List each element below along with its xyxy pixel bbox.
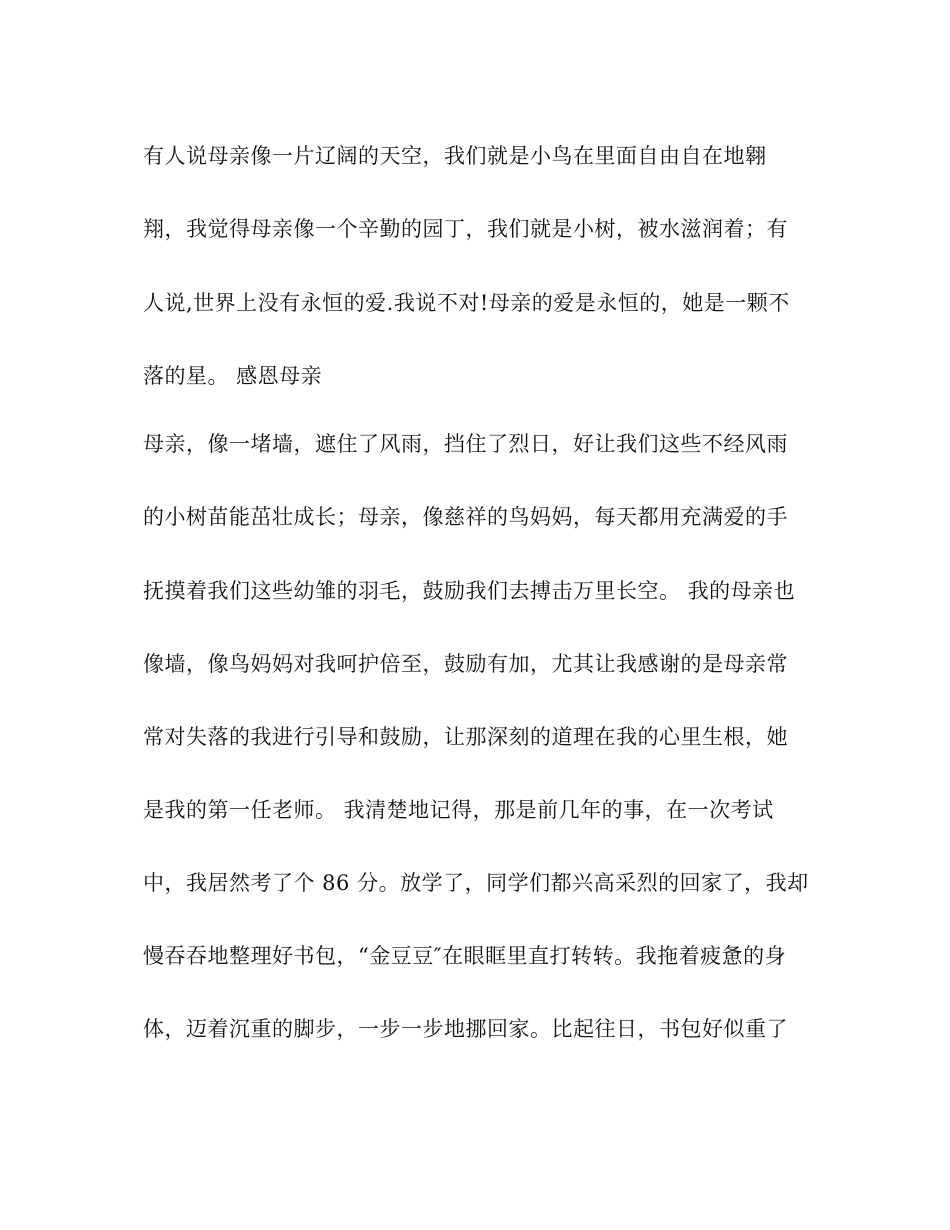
text-line: 的小树苗能茁壮成长；母亲，像慈祥的鸟妈妈，每天都用充满爱的手 xyxy=(143,505,788,529)
text-line: 翔，我觉得母亲像一个辛勤的园丁，我们就是小树，被水滋润着；有 xyxy=(143,217,788,241)
text-line: 落的星。 感恩母亲 xyxy=(143,364,323,388)
text-line: 常对失落的我进行引导和鼓励，让那深刻的道理在我的心里生根，她 xyxy=(143,725,788,749)
text-line: 中，我居然考了个 86 分。放学了，同学们都兴高采烈的回家了，我却 xyxy=(143,871,809,895)
text-line: 抚摸着我们这些幼雏的羽毛，鼓励我们去搏击万里长空。 我的母亲也 xyxy=(143,579,796,603)
text-line: 是我的第一任老师。 我清楚地记得，那是前几年的事，在一次考试 xyxy=(143,798,774,822)
text-line: 母亲，像一堵墙，遮住了风雨，挡住了烈日，好让我们这些不经风雨 xyxy=(143,432,788,456)
text-line: 人说,世界上没有永恒的爱.我说不对!母亲的爱是永恒的，她是一颗不 xyxy=(143,291,790,315)
text-line: 慢吞吞地整理好书包，“金豆豆″在眼眶里直打转转。我拖着疲惫的身 xyxy=(143,944,787,968)
text-line: 有人说母亲像一片辽阔的天空，我们就是小鸟在里面自由自在地翱 xyxy=(143,144,767,168)
text-line: 像墙，像鸟妈妈对我呵护倍至，鼓励有加，尤其让我感谢的是母亲常 xyxy=(143,652,788,676)
text-line: 体，迈着沉重的脚步，一步一步地挪回家。比起往日，书包好似重了 xyxy=(143,1017,788,1041)
